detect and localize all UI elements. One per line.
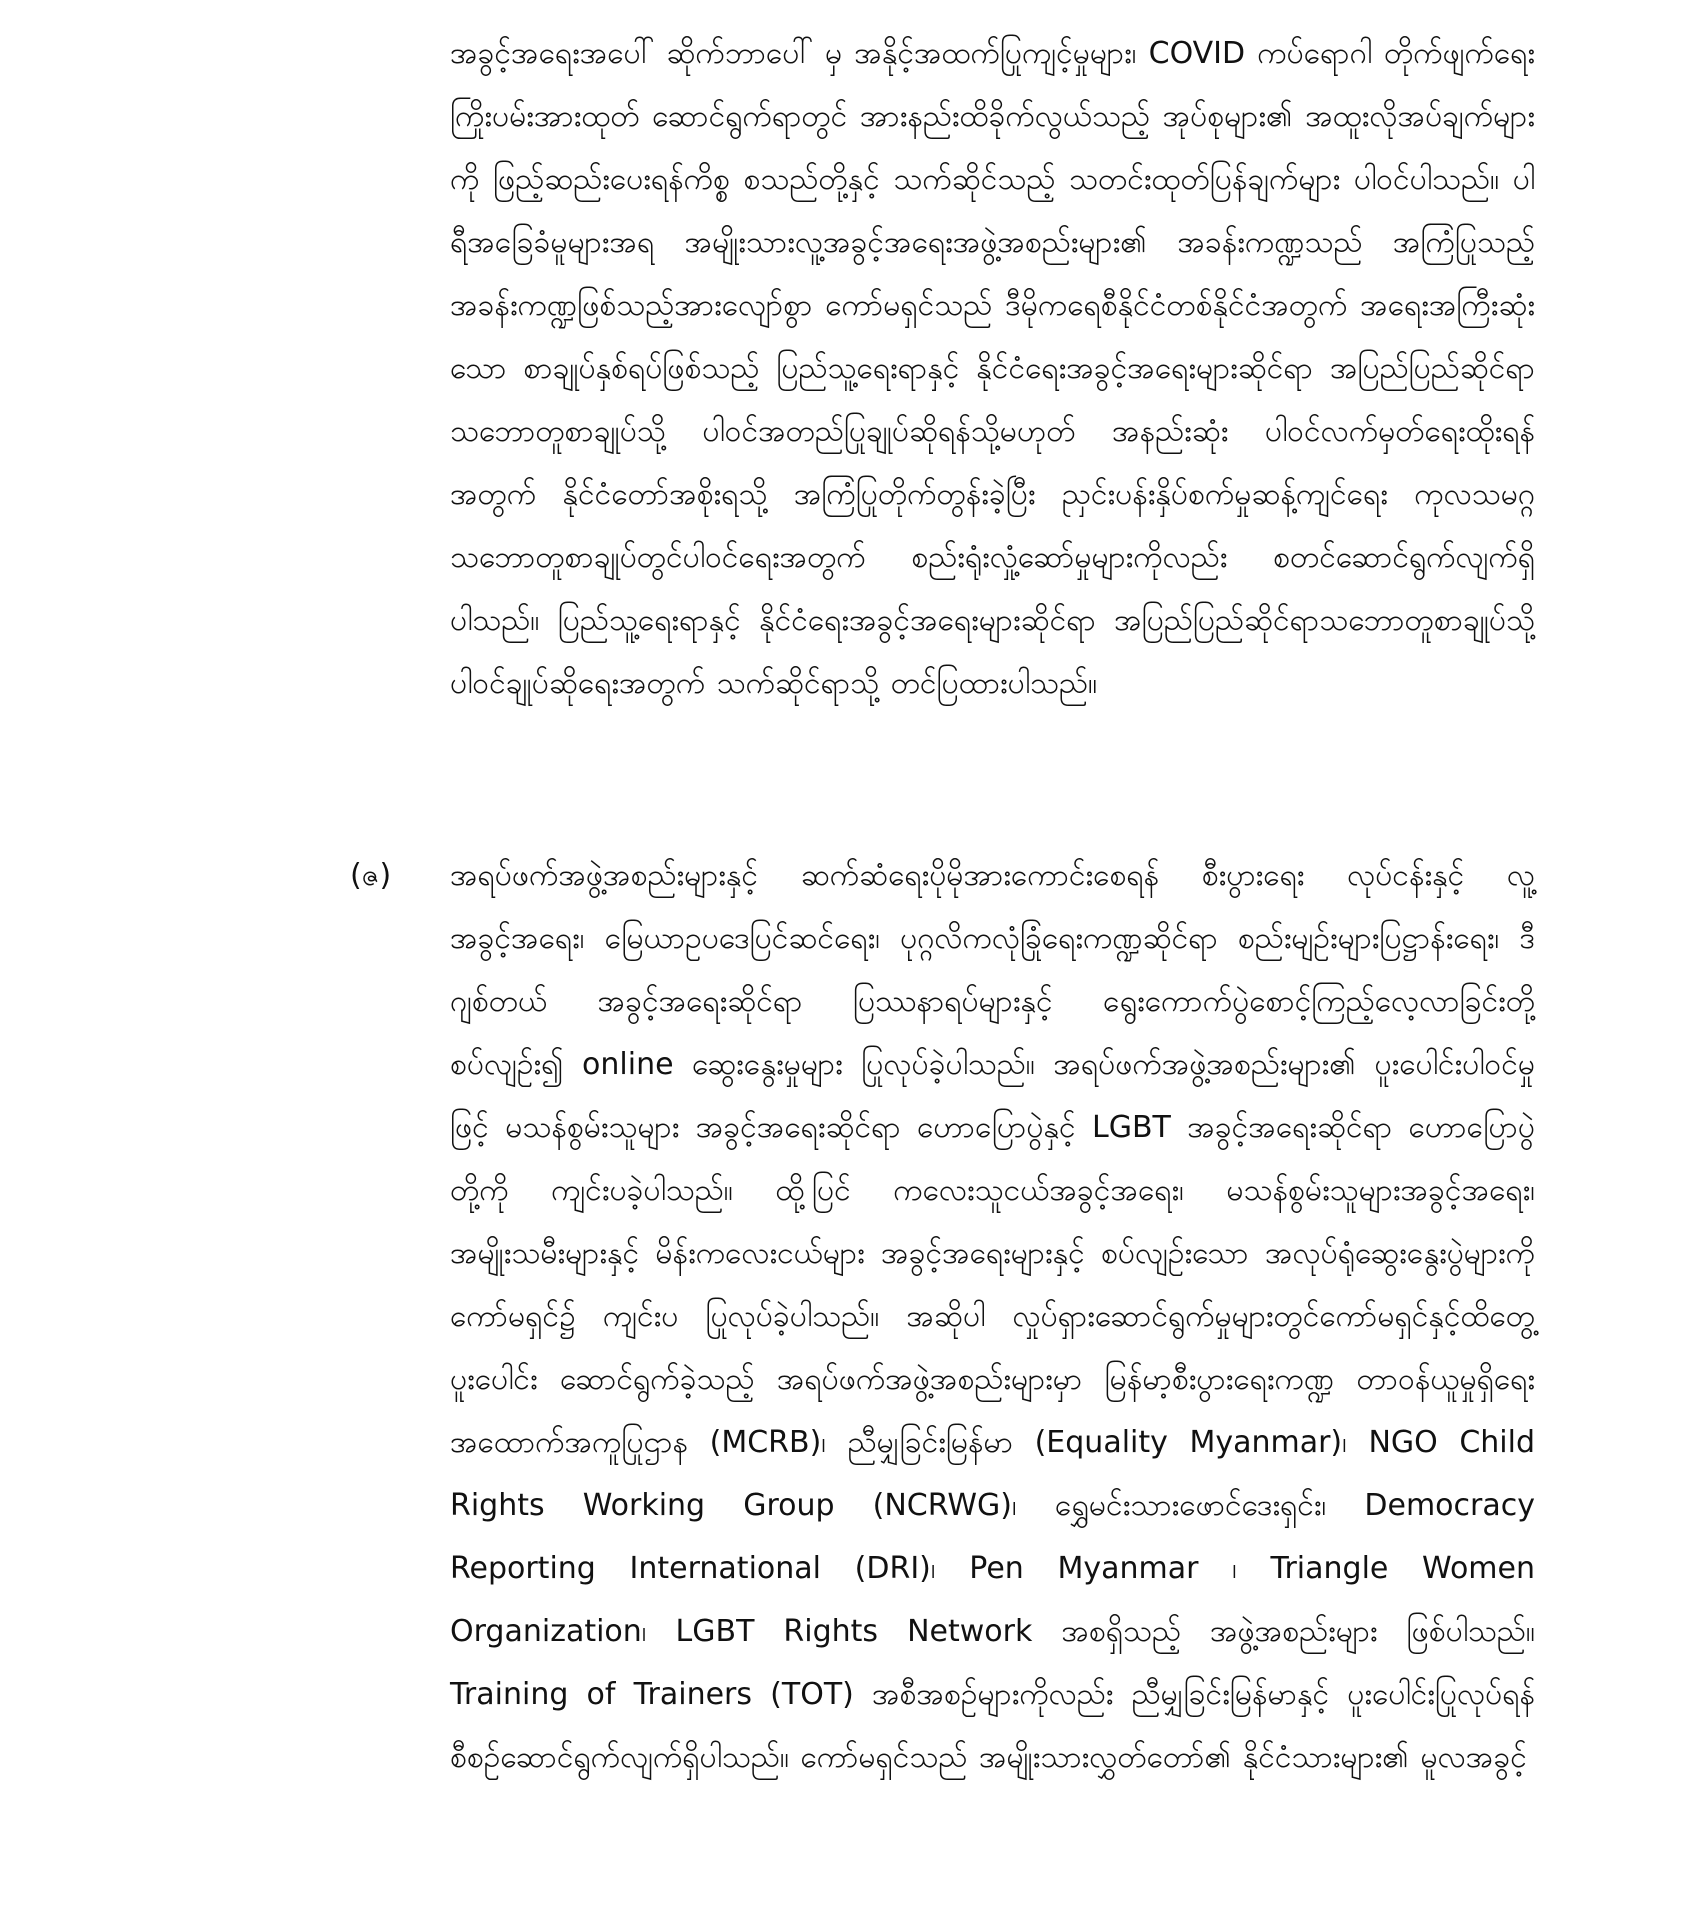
paragraph-continuation: အခွင့်အရေးအပေါ် ဆိုက်ဘာပေါ် မှ အနိုင့်အထက်ပြုကျင့်မှုများ၊ COVID ကပ်ရောဂါ တိုက်ဖျက်ရေး ကြိုးပမ်းအားထုတ် ဆောင်ရွက်ရာတွင် အားနည်းထိခိုက်လွယ်သည့် အုပ်စုများ၏ အထူးလိုအပ်ချက်များကို ဖြည့်ဆည်းပေးရန်ကိစ္စ စသည်တို့နှင့် သက်ဆိုင်သည့် သတင်းထုတ်ပြန်ချက်များ ပါဝင်ပါသည်။ ပါရီအခြေခံမူများအရ အမျိုးသားလူ့အခွင့်အရေးအဖွဲ့အစည်းများ၏ အခန်းကဏ္ဍသည် အကြံပြုသည့် အခန်းကဏ္ဍဖြစ်သည့်အားလျော်စွာ ကော်မရှင်သည် ဒီမိုကရေစီနိုင်ငံတစ်နိုင်ငံအတွက် အရေးအကြီးဆုံးသော စာချုပ်နှစ်ရပ်ဖြစ်သည့် ပြည်သူ့ရေးရာနှင့် နိုင်ငံရေးအခွင့်အရေးများဆိုင်ရာ အပြည်ပြည်ဆိုင်ရာသဘောတူစာချုပ်သို့ ပါဝင်အတည်ပြုချုပ်ဆိုရန်သို့မဟုတ် အနည်းဆုံး ပါဝင်လက်မှတ်ရေးထိုးရန်အတွက် နိုင်ငံတော်အစိုးရသို့ အကြံပြုတိုက်တွန်းခဲ့ပြီး ညှင်းပန်းနှိပ်စက်မှုဆန့်ကျင်ရေး ကုလသမဂ္ဂသဘောတူစာချုပ်တွင်ပါဝင်ရေးအတွက် စည်းရုံးလှုံ့ဆော်မှုများကိုလည်း စတင်ဆောင်ရွက်လျက်ရှိပါသည်။ ပြည်သူ့ရေးရာနှင့် နိုင်ငံရေးအခွင့်အရေးများဆိုင်ရာ အပြည်ပြည်ဆိုင်ရာသဘောတူစာချုပ်သို့ ပါဝင်ချုပ်ဆိုရေးအတွက် သက်ဆိုင်ရာသို့ တင်ပြထားပါသည်။ [450,36,1535,701]
list-item-text: အရပ်ဖက်အဖွဲ့အစည်းများနှင့် ဆက်ဆံရေးပိုမိုအားကောင်းစေရန် စီးပွားရေး လုပ်ငန်းနှင့် လူ့အခွင့်အရေး၊ မြေယာဥပဒေပြင်ဆင်ရေး၊ ပုဂ္ဂလိကလုံခြုံရေးကဏ္ဍဆိုင်ရာ စည်းမျဉ်းများပြဋ္ဌာန်းရေး၊ ဒီဂျစ်တယ် အခွင့်အရေးဆိုင်ရာ ပြဿနာရပ်များနှင့် ရွေးကောက်ပွဲစောင့်ကြည့်လေ့လာခြင်းတို့ စပ်လျဉ်း၍ online ဆွေးနွေးမှုများ ပြုလုပ်ခဲ့ပါသည်။ အရပ်ဖက်အဖွဲ့အစည်းများ၏ ပူးပေါင်းပါဝင်မှုဖြင့် မသန်စွမ်းသူများ အခွင့်အရေးဆိုင်ရာ ဟောပြောပွဲနှင့် LGBT အခွင့်အရေးဆိုင်ရာ ဟောပြောပွဲတို့ကို ကျင်းပခဲ့ပါသည်။ ထို့ပြင် ကလေးသူငယ်အခွင့်အရေး၊ မသန်စွမ်းသူများအခွင့်အရေး၊ အမျိုးသမီးများနှင့် မိန်းကလေးငယ်များ အခွင့်အရေးများနှင့် စပ်လျဉ်းသော အလုပ်ရုံဆွေးနွေးပွဲများကို ကော်မရှင်၌ ကျင်းပ ပြုလုပ်ခဲ့ပါသည်။ အဆိုပါ လှုပ်ရှားဆောင်ရွက်မှုများတွင်ကော်မရှင်နှင့်ထိတွေ့ပူးပေါင်း ဆောင်ရွက်ခဲ့သည့် အရပ်ဖက်အဖွဲ့အစည်းများမှာ မြန်မာ့စီးပွားရေးကဏ္ဍ တာဝန်ယူမှုရှိရေး အထောက်အကူပြုဌာန (MCRB)၊ ညီမျှခြင်းမြန်မာ (Equality Myanmar)၊ NGO Child Rights Working Group (NCRWG)၊ ရွှေမင်းသားဖောင်ဒေးရှင်း၊ Democracy Reporting International (DRI)၊ Pen Myanmar ၊ Triangle Women Organization၊ LGBT Rights Network အစရှိသည့် အဖွဲ့အစည်းများ ဖြစ်ပါသည်။ Training of Trainers (TOT) အစီအစဉ်များကိုလည်း ညီမျှခြင်းမြန်မာနှင့် ပူးပေါင်းပြုလုပ်ရန် စီစဉ်ဆောင်ရွက်လျက်ရှိပါသည်။ ကော်မရှင်သည် အမျိုးသားလွှတ်တော်၏ နိုင်ငံသားများ၏ မူလအခွင့် [450,858,1535,1775]
list-item-number: (ဇ) [350,858,392,893]
